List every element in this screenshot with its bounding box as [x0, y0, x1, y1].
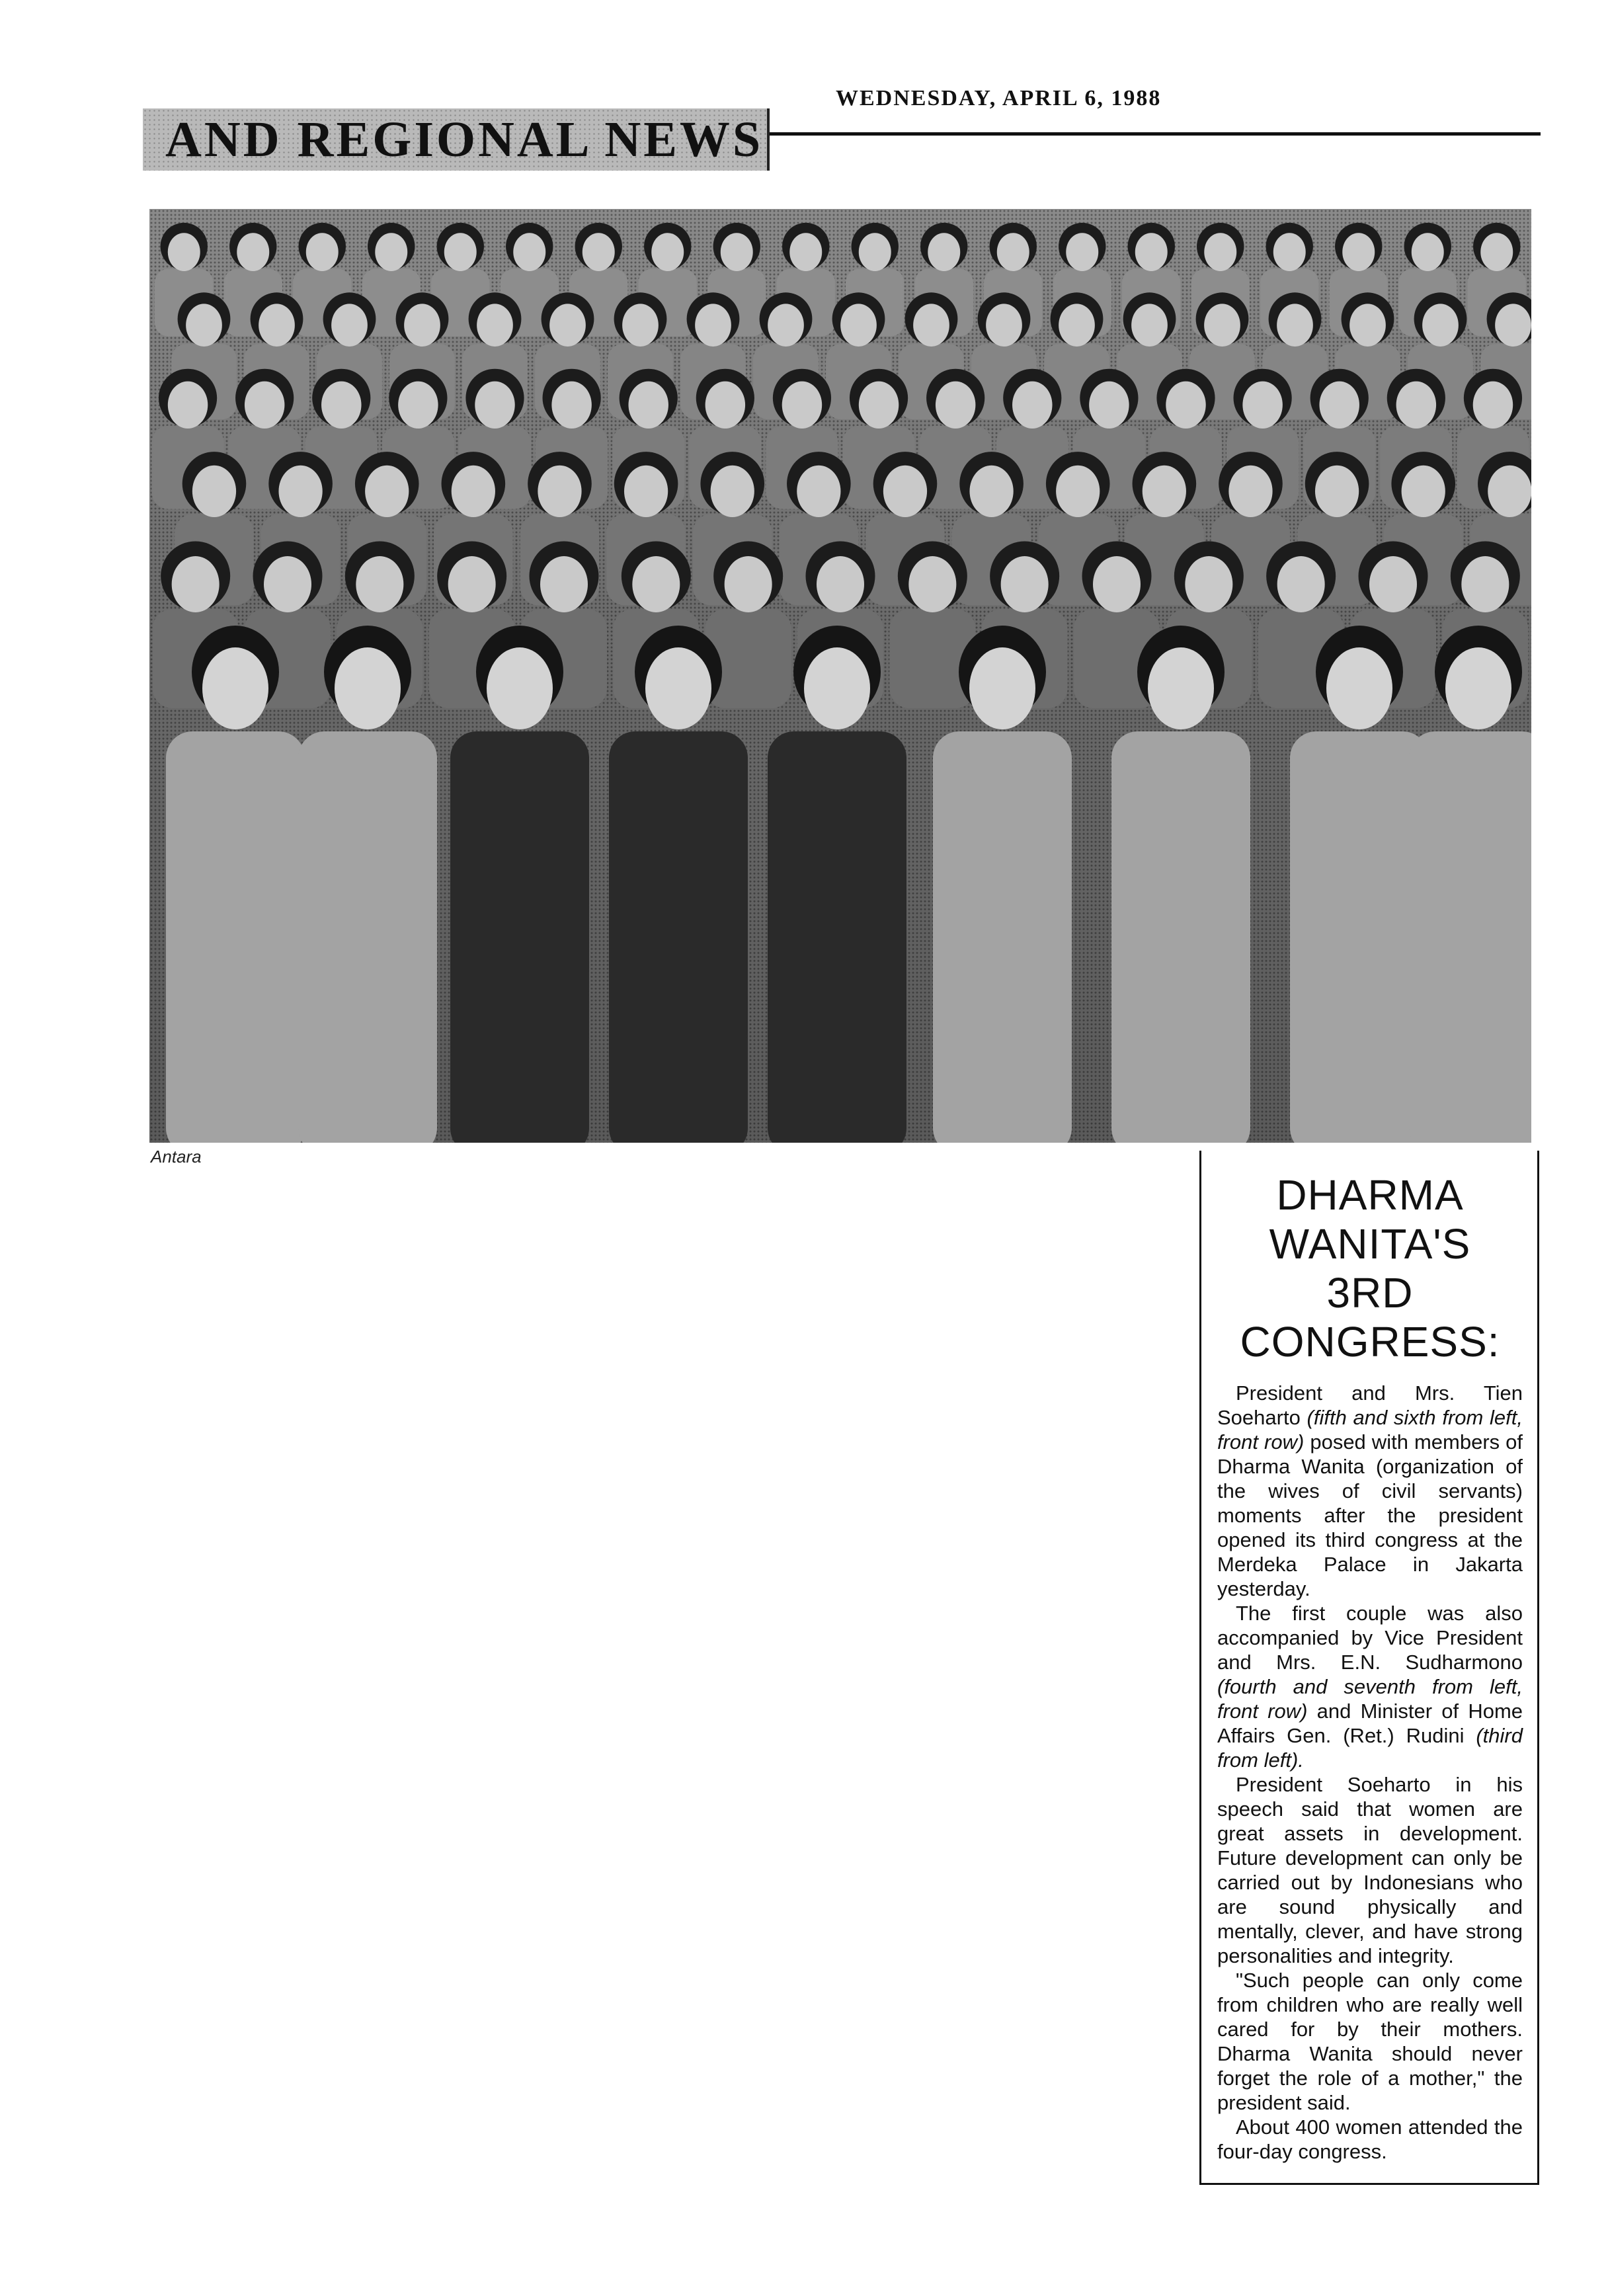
body-text: and Minister of Home Affairs Gen. (Ret.) Rudini [1217, 1700, 1523, 1747]
front-row-figure [768, 626, 906, 1143]
article-paragraph [1217, 1601, 1523, 1772]
body-text: About 400 women attended the four-day congress. [1217, 2115, 1523, 2163]
article-headline [1217, 1170, 1523, 1366]
section-banner [143, 108, 770, 171]
body-text: posed with members of Dharma Wanita (organization of the wives of civil servants) moments after the president opened its third congress at the Merdeka Palace in Jakarta yesterday. [1217, 1430, 1523, 1600]
article-paragraph [1217, 1968, 1523, 2115]
group-photo [149, 209, 1531, 1143]
header-rule [770, 132, 1541, 136]
body-text: President and Mrs. Tien Soeharto [1217, 1381, 1523, 1429]
body-text: The first couple was also accompanied by Vice President and Mrs. E.N. Sudharmono [1217, 1602, 1523, 1674]
headline-line: WANITA'S [1269, 1220, 1471, 1268]
article-paragraph [1217, 1381, 1523, 1601]
italic-text: (third from left). [1217, 1724, 1523, 1772]
crowd-illustration [149, 209, 1531, 1143]
article-body [1217, 1381, 1523, 2164]
photo-credit: Antara [151, 1147, 202, 1167]
body-text: "Such people can only come from children who are really well cared for by their mothers. Dharma Wanita should never forget the role of a mother," the president said. [1217, 1969, 1523, 2114]
italic-text: (fifth and sixth from left, front row) [1217, 1406, 1523, 1454]
section-title: AND REGIONAL NEWS [165, 111, 764, 167]
article-paragraph [1217, 1772, 1523, 1968]
italic-text: (fourth and seventh from left, front row) [1217, 1675, 1523, 1723]
headline-line: 3RD CONGRESS: [1240, 1269, 1500, 1366]
body-text: President Soeharto in his speech said that women are great assets in development. Future development can only be carried out by Indonesians who are sound physically and mentally, clever, and have strong personalities and integrity. [1217, 1773, 1523, 1967]
headline-line: DHARMA [1276, 1171, 1464, 1219]
dateline: WEDNESDAY, APRIL 6, 1988 [836, 86, 1162, 110]
caption-box [1199, 1151, 1539, 2185]
article-paragraph [1217, 2115, 1523, 2164]
